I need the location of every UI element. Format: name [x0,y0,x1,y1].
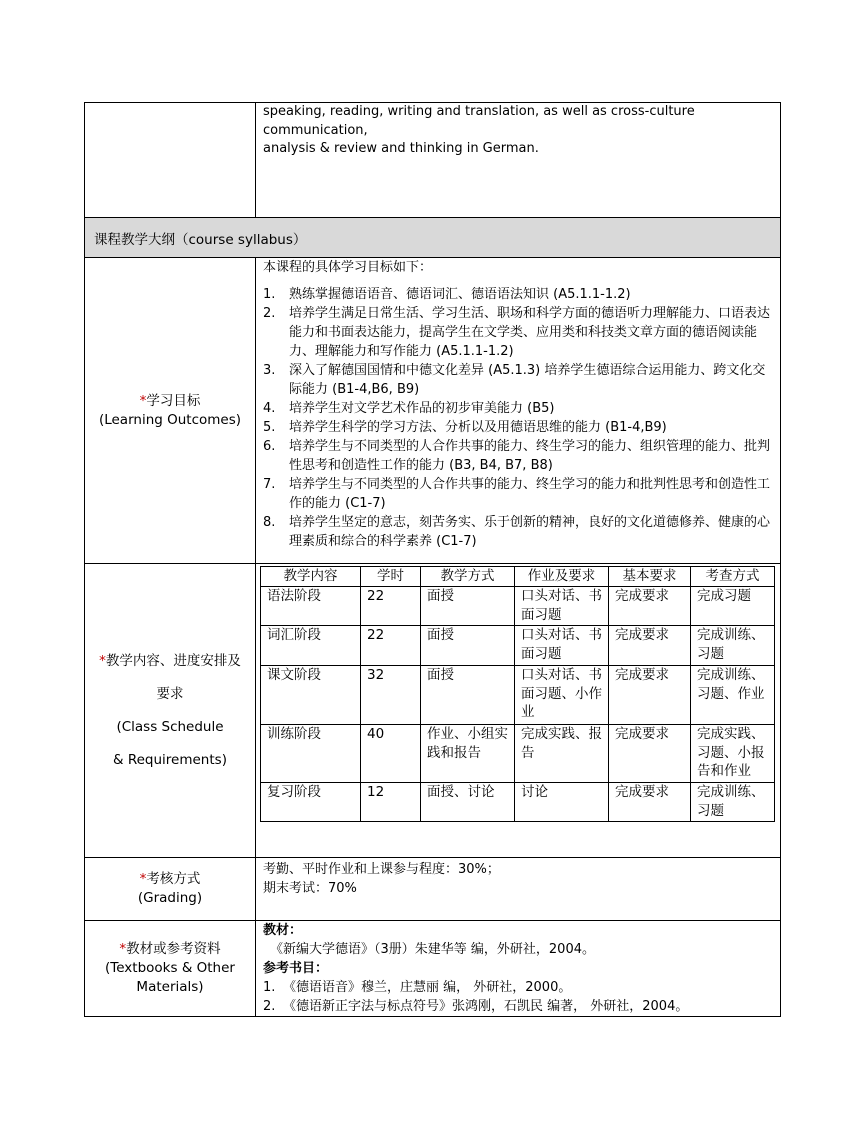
table-cell: 面授、讨论 [421,783,515,822]
list-item: 8. 培养学生坚定的意志，刻苦务实、乐于创新的精神，良好的文化道德修养、健康的心理素质和综合的科学素养 (C1-7) [263,515,771,549]
table-cell: 词汇阶段 [261,626,361,666]
table-cell: 复习阶段 [261,783,361,822]
schedule-label [85,564,256,858]
textbook-entry: 《新编大学德语》（3册）朱建华等 编，外研社，2004。 [270,942,595,957]
table-cell: 完成要求 [609,725,691,783]
syllabus-page [84,102,780,1017]
col-header: 教学方式 [421,567,515,587]
textbooks-label [85,921,256,1017]
required-marker: * [99,652,106,669]
schedule-label-cn1: 教学内容、进度安排及 [105,652,241,669]
textbooks-label-cn: 教材或参考资料 [126,941,221,957]
table-cell: 面授 [421,587,515,626]
table-row [261,783,775,822]
table-cell: 训练阶段 [261,725,361,783]
list-item: 5. 培养学生科学的学习方法、分析以及用德语思维的能力 (B1-4,B9) [263,420,667,435]
table-cell: 完成要求 [609,783,691,822]
table-row [261,725,775,783]
required-marker: * [139,871,147,887]
table-cell: 完成训练、习题 [691,783,775,822]
col-header: 学时 [361,567,421,587]
col-header: 考查方式 [691,567,775,587]
grading-row [85,858,781,921]
schedule-row [85,564,781,858]
objectives-tail-line1: speaking, reading, writing and translation, as well as cross-culture communication, [263,104,695,138]
list-item: 4. 培养学生对文学艺术作品的初步审美能力 (B5) [263,401,555,416]
table-cell: 22 [361,626,421,666]
list-item: 1. 《德语语音》穆兰，庄慧丽 编， 外研社，2000。 [263,980,572,995]
table-cell: 口头对话、书面习题 [515,587,609,626]
schedule-label-cn2: 要求 [156,685,184,702]
table-cell: 32 [361,666,421,725]
refs-heading: 参考书目： [263,961,329,976]
table-cell: 完成要求 [609,666,691,725]
table-cell: 完成训练、习题、作业 [691,666,775,725]
textbooks-row [85,921,781,1017]
table-cell: 完成要求 [609,587,691,626]
table-row [261,626,775,666]
col-header: 基本要求 [609,567,691,587]
syllabus-header: 课程教学大纲（course syllabus） [85,218,781,258]
grading-label-en: (Grading) [137,890,203,906]
grading-label [85,858,256,921]
learning-outcomes-list [263,285,774,551]
table-cell: 22 [361,587,421,626]
required-marker: * [139,392,147,409]
learning-outcomes-label-en: (Learning Outcomes) [98,411,242,428]
learning-outcomes-label-cn: 学习目标 [146,392,201,409]
grading-line2: 期末考试：70% [263,881,357,896]
syllabus-header-row [85,218,781,258]
list-item: 2. 培养学生满足日常生活、学习生活、职场和科学方面的德语听力理解能力、口语表达能力和书面表达能力，提高学生在文学类、应用类和科技类文章方面的德语阅读能力、理解能力和写作能力 (A5.1.1-1.2) [263,306,771,359]
schedule-table [260,566,775,822]
table-row [261,666,775,725]
textbook-heading: 教材： [263,923,303,938]
list-item: 6. 培养学生与不同类型的人合作共事的能力、终生学习的能力、组织管理的能力、批判性思考和创造性工作的能力 (B3, B4, B7, B8) [263,439,771,473]
table-cell: 40 [361,725,421,783]
table-row [261,587,775,626]
grading-label-cn: 考核方式 [146,871,201,887]
learning-outcomes-intro: 本课程的具体学习目标如下： [263,260,433,275]
table-cell: 完成要求 [609,626,691,666]
table-cell: 面授 [421,626,515,666]
learning-outcomes-label [85,258,256,564]
table-cell: 口头对话、书面习题 [515,626,609,666]
textbooks-label-en1: (Textbooks & Other [105,960,235,976]
table-cell: 语法阶段 [261,587,361,626]
required-marker: * [119,941,127,957]
learning-outcomes-row [85,258,781,564]
table-cell: 完成习题 [691,587,775,626]
list-item: 2. 《德语新正字法与标点符号》张鸿刚，石凯民 编著， 外研社，2004。 [263,999,689,1014]
col-header: 作业及要求 [515,567,609,587]
textbooks-label-en2: Materials) [136,979,204,995]
col-header: 教学内容 [261,567,361,587]
list-item: 7. 培养学生与不同类型的人合作共事的能力、终生学习的能力和批判性思考和创造性工作的能力 (C1-7) [263,477,771,511]
schedule-label-en2: & Requirements) [113,751,227,768]
list-item: 1. 熟练掌握德语语音、德语词汇、德语语法知识 (A5.1.1-1.2) [263,287,631,302]
table-cell: 完成实践、报告 [515,725,609,783]
objectives-tail-row [85,103,781,218]
table-cell: 课文阶段 [261,666,361,725]
schedule-label-en1: (Class Schedule [116,718,224,735]
table-cell: 口头对话、书面习题、小作业 [515,666,609,725]
table-cell: 完成实践、习题、小报告和作业 [691,725,775,783]
table-cell: 完成训练、习题 [691,626,775,666]
grading-line1: 考勤、平时作业和上课参与程度：30%； [263,862,500,877]
objectives-tail-line2: analysis & review and thinking in German. [263,141,539,157]
table-cell: 面授 [421,666,515,725]
table-cell: 讨论 [515,783,609,822]
schedule-header-row [261,567,775,587]
list-item: 3. 深入了解德国国情和中德文化差异 (A5.1.3) 培养学生德语综合运用能力、跨文化交际能力 (B1-4,B6, B9) [263,363,766,397]
syllabus-table [84,102,781,1017]
table-cell: 作业、小组实践和报告 [421,725,515,783]
table-cell: 12 [361,783,421,822]
